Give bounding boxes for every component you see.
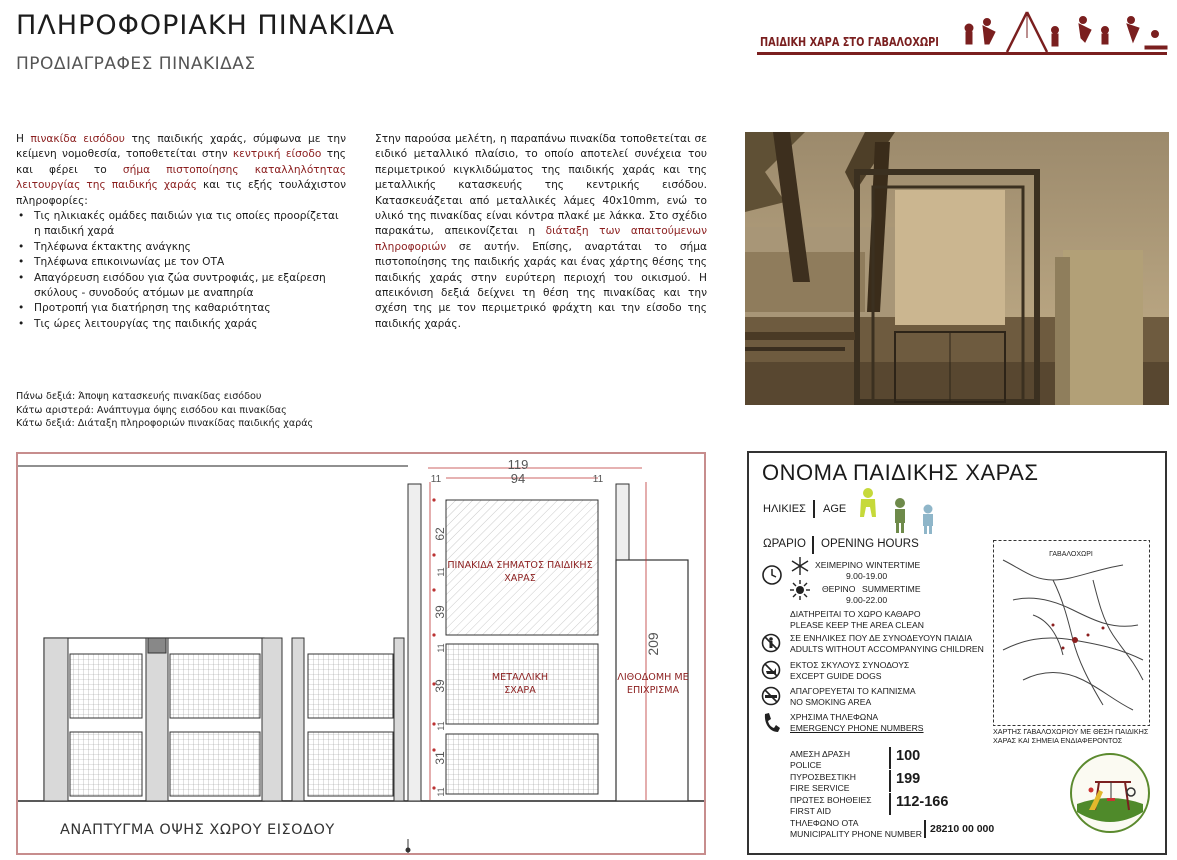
sign-title: ΟΝΟΜΑ ΠΑΙΔΙΚΗΣ ΧΑΡΑΣ	[762, 460, 1039, 485]
list-item: • Τις ώρες λειτουργίας της παιδικής χαράς	[34, 317, 346, 332]
intro-text-right: Στην παρούσα μελέτη, η παραπάνω πινακίδα τοποθετείται σε ειδικό μεταλλικό πλαίσιο, το οποίο αποτελεί συνέχεια του περιμετρικού κιγκλιδώματος της παιδικής χαράς και της μεταλλικής κατασκευής της κεντρικής εισόδου. Κατασκευάζεται από μεταλλικές λάμες 40x10mm, ενώ το υλικό της πινακίδας είναι κόντρα πλακέ με λάκκα. Στο σχέδιο παρακάτω, απεικονίζεται η διάταξη των απαιτούμενων πληροφοριών σε αυτήν. Επίσης, αναρτάται το σήμα πιστοποίησης της παιδικής χαράς και ένας χάρτης θέσης της παιδικής χαράς στην ευρύτερη περιοχή του οικισμού. Η απεικόνιση δεξιά δείχνει τη θέση της πινακίδας και την σχέση της με τον περιμετρικό φράχτη και την είσοδο της παιδικής χαράς.	[375, 133, 707, 330]
sign-ages-gr: ΗΛΙΚΙΕΣ	[763, 503, 806, 515]
page-title: ΠΛΗΡΟΦΟΡΙΑΚΗ ΠΙΝΑΚΙΔΑ	[16, 10, 395, 41]
list-item: • Τις ηλικιακές ομάδες παιδιών για τις οποίες προορίζεται η παιδική χαρά	[34, 209, 346, 240]
map-caption: ΧΑΡΤΗΣ ΓΑΒΑΛΟΧΩΡΙΟΥ ΜΕ ΘΕΣΗ ΠΑΙΔΙΚΗΣ ΧΑΡΑΣ ΚΑΙ ΣΗΜΕΙΑ ΕΝΔΙΑΦΕΡΟΝΤΟΣ	[993, 727, 1149, 745]
label-grid: ΜΕΤΑΛΛΙΚΗ ΣΧΑΡΑ	[491, 672, 549, 696]
fire-en: FIRE SERVICE	[790, 783, 850, 793]
phones-title-gr: ΧΡΗΣΙΜΑ ΤΗΛΕΦΩΝΑ	[790, 712, 879, 722]
adults-text-en: ADULTS WITHOUT ACCOMPANYING CHILDREN	[790, 644, 984, 654]
page-subtitle: ΠΡΟΔΙΑΓΡΑΦΕΣ ΠΙΝΑΚΙΔΑΣ	[16, 54, 256, 74]
sign-ages-en: AGE	[823, 503, 847, 515]
fire-number: 199	[896, 771, 921, 787]
dim-h6: 11	[436, 721, 446, 731]
dim-h4: 11	[436, 643, 446, 653]
adults-text-gr: ΣΕ ΕΝΗΛΙΚΕΣ ΠΟΥ ΔΕ ΣΥΝΟΔΕΥΟΥΝ ΠΑΙΔΙΑ	[790, 633, 973, 643]
age-children-icon	[858, 487, 943, 535]
divider	[813, 500, 815, 518]
dogs-text-en: EXCEPT GUIDE DOGS	[790, 671, 882, 681]
winter-label-en: WINTERTIME	[866, 560, 921, 570]
aid-number: 112-166	[896, 794, 949, 810]
snowflake-icon	[790, 556, 810, 576]
caption-bottom-right: Κάτω δεξιά: Διάταξη πληροφοριών πινακίδας παιδικής χαράς	[16, 418, 314, 430]
map-title: ΓΑΒΑΛΟΧΩΡΙ	[1049, 551, 1093, 558]
ota-gr: ΤΗΛΕΦΩΝΟ ΟΤΑ	[790, 818, 859, 828]
divider	[889, 793, 891, 815]
divider	[889, 770, 891, 792]
dim-inner-width: 94	[510, 471, 526, 486]
dim-h5: 39	[433, 679, 447, 693]
dim-total-width: 119	[507, 457, 529, 472]
dim-h3: 39	[433, 605, 447, 619]
police-number: 100	[896, 748, 921, 764]
list-item: • Τηλέφωνα έκτακτης ανάγκης	[34, 240, 346, 255]
dim-h2: 11	[436, 567, 446, 577]
no-smoking-icon	[761, 686, 781, 706]
no-adults-icon	[761, 633, 781, 653]
list-item: • Απαγόρευση εισόδου για ζώα συντροφιάς, με εξαίρεση σκύλους - συνοδούς ατόμων με αναπηρία	[34, 271, 346, 302]
dim-h1: 62	[433, 527, 447, 541]
intro-text-left: Η πινακίδα εισόδου της παιδικής χαράς, σύμφωνα με την κείμενη νομοθεσία, τοποθετείται στην κεντρική είσοδο της και φέρει το σήμα πιστοποίησης καταλληλότητας λειτουργίας της παιδικής χαράς και τις εξής τουλάχιστον πληροφορίες: • Τις ηλικιακές ομάδες παιδιών για τις οποίες προορίζεται η παιδική χαρά • Τηλέφωνα έκτακτης ανάγκης • Τηλέφωνα επικοινωνίας με τον ΟΤΑ • Απαγόρευση εισόδου για ζώα συντροφιάς, με εξαίρεση σκύλους - συνοδούς ατόμων με αναπηρία • Προτροπή για διατήρηση της καθαριότητας • Τις ώρες λειτουργίας της παιδικής χαράς	[16, 132, 346, 332]
figure-captions	[16, 390, 313, 431]
dogs-text-gr: ΕΚΤΟΣ ΣΚΥΛΟΥΣ ΣΥΝΟΔΟΥΣ	[790, 660, 910, 670]
clean-text-gr: ΔΙΑΤΗΡΕΙΤΑΙ ΤΟ ΧΩΡΟ ΚΑΘΑΡΟ	[790, 609, 921, 619]
caption-bottom-left: Κάτω αριστερά: Ανάπτυγμα όψης εισόδου και πινακίδας	[16, 404, 287, 416]
aid-gr: ΠΡΩΤΕΣ ΒΟΗΘΕΙΕΣ	[790, 795, 872, 805]
dim-wall-height: 209	[645, 632, 661, 656]
clean-text-en: PLEASE KEEP THE AREA CLEAN	[790, 620, 924, 630]
village-map	[993, 540, 1150, 726]
winter-label-gr: ΧΕΙΜΕΡΙΝΟ	[815, 560, 863, 570]
sign-hours-gr: ΩΡΑΡΙΟ	[763, 538, 806, 550]
summer-hours: 9.00-22.00	[846, 595, 888, 605]
dim-side-right: 11	[592, 474, 604, 485]
police-gr: ΑΜΕΣΗ ΔΡΑΣΗ	[790, 749, 851, 759]
label-wall: ΛΙΘΟΔΟΜΗ ΜΕ ΕΠΙΧΡΙΣΜΑ	[617, 672, 689, 696]
label-sign: ΠΙΝΑΚΙΔΑ ΣΗΜΑΤΟΣ ΠΑΙΔΙΚΗΣ ΧΑΡΑΣ	[447, 560, 593, 584]
aid-en: FIRST AID	[790, 806, 831, 816]
playground-silhouette-icon	[955, 8, 1170, 54]
header-banner-text: ΠΑΙΔΙΚΗ ΧΑΡΑ ΣΤΟ ΓΑΒΑΛΟΧΩΡΙ	[760, 34, 939, 49]
certification-badge-icon	[1069, 752, 1151, 834]
dim-h8: 11	[436, 787, 446, 797]
sign-hours-en: OPENING HOURS	[821, 538, 919, 550]
left-gate	[44, 638, 282, 801]
mid-gate	[292, 638, 404, 801]
list-item: • Τηλέφωνα επικοινωνίας με τον ΟΤΑ	[34, 255, 346, 270]
list-item: • Προτροπή για διατήρηση της καθαριότητας	[34, 301, 346, 316]
sun-icon	[790, 580, 810, 600]
ota-number: 28210 00 000	[930, 823, 995, 835]
ota-en: MUNICIPALITY PHONE NUMBER	[790, 829, 922, 839]
sign-render-photo	[745, 132, 1169, 405]
divider	[812, 536, 814, 554]
winter-hours: 9.00-19.00	[846, 571, 888, 581]
dim-side-left: 11	[430, 474, 442, 485]
smoke-text-gr: ΑΠΑΓΟΡΕΥΕΤΑΙ ΤΟ ΚΑΠΝΙΣΜΑ	[790, 686, 916, 696]
summer-label-gr: ΘΕΡΙΝΟ	[822, 584, 856, 594]
elevation-drawing	[18, 454, 704, 853]
no-dogs-icon	[761, 660, 781, 680]
divider	[889, 747, 891, 769]
divider	[924, 820, 926, 838]
fire-gr: ΠΥΡΟΣΒΕΣΤΙΚΗ	[790, 772, 857, 782]
info-bullet-list	[16, 209, 346, 332]
dim-h7: 31	[433, 751, 447, 765]
elevation-title: ΑΝΑΠΤΥΓΜΑ ΟΨΗΣ ΧΩΡΟΥ ΕΙΣΟΔΟΥ	[60, 822, 335, 838]
caption-top-right: Πάνω δεξιά: Άποψη κατασκευής πινακίδας εισόδου	[16, 391, 262, 402]
phones-title-en: EMERGENCY PHONE NUMBERS	[790, 723, 924, 733]
smoke-text-en: NO SMOKING AREA	[790, 697, 872, 707]
phone-icon	[762, 712, 780, 734]
clock-icon	[761, 564, 783, 586]
police-en: POLICE	[790, 760, 822, 770]
summer-label-en: SUMMERTIME	[862, 584, 921, 594]
